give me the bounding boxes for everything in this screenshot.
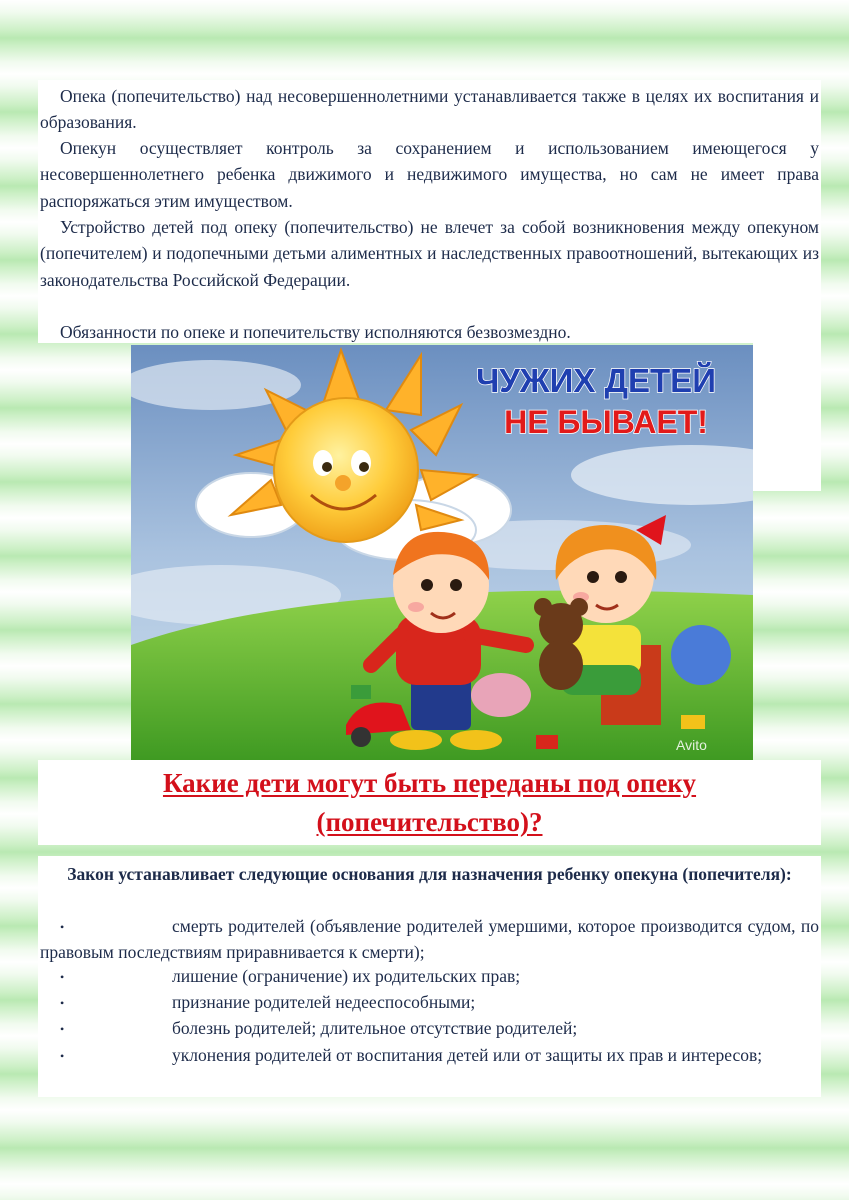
- illustration-children-sun: [131, 345, 753, 760]
- banner-line1: ЧУЖИХ ДЕТЕЙ: [476, 362, 716, 399]
- bullet-icon: •: [60, 1049, 65, 1063]
- section-heading-line1: Какие дети могут быть переданы под опеку: [162, 768, 697, 798]
- bullet-item: [40, 1043, 819, 1069]
- image-side-panel: [753, 343, 821, 491]
- bullet-icon: •: [60, 970, 65, 984]
- bullet-text: болезнь родителей; длительное отсутствие родителей;: [172, 1018, 578, 1038]
- bullet-item: [40, 1016, 819, 1042]
- paragraph-no-alimony: Устройство детей под опеку (попечительство) не влечет за собой возникновения между опекуном (попечителем) и подопечными детьми алиментных и наследственных правоотношений, вытекающих из законодательства Российской Федерации.: [40, 217, 819, 290]
- bullet-item: [40, 964, 819, 990]
- paragraph-free-of-charge: Обязанности по опеке и попечительству исполняются безвозмездно.: [60, 322, 571, 342]
- bullet-text: лишение (ограничение) их родительских прав;: [172, 966, 521, 986]
- section-heading-line2: (попечительство)?: [316, 807, 543, 837]
- paragraph-guardianship-purpose: Опека (попечительство) над несовершеннолетними устанавливается также в целях их воспитания и образования.: [40, 86, 819, 133]
- banner-line2: НЕ БЫВАЕТ!: [504, 404, 708, 440]
- bullet-icon: •: [60, 920, 65, 934]
- bullet-text: смерть родителей (объявление родителей умершими, которое производится судом, по правовым последствиям приравнивается к смерти);: [40, 916, 819, 962]
- bullet-icon: •: [60, 1022, 65, 1036]
- bullet-text: признание родителей недееспособными;: [172, 992, 476, 1012]
- paragraph-guardian-control: Опекун осуществляет контроль за сохранением и использованием имеющегося у несовершеннолетнего ребенка движимого и недвижимого имущества, но сам не имеет права распоряжаться этим имуществом.: [40, 138, 819, 211]
- bullet-text: уклонения родителей от воспитания детей или от защиты их прав и интересов;: [172, 1045, 763, 1065]
- bullet-icon: •: [60, 996, 65, 1010]
- bullet-item: [40, 914, 819, 964]
- illustration-svg: [131, 345, 753, 760]
- law-intro: Закон устанавливает следующие основания для назначения ребенку опекуна (попечителя):: [67, 864, 792, 884]
- watermark-text: Avito: [676, 737, 707, 753]
- bullet-item: [40, 990, 819, 1016]
